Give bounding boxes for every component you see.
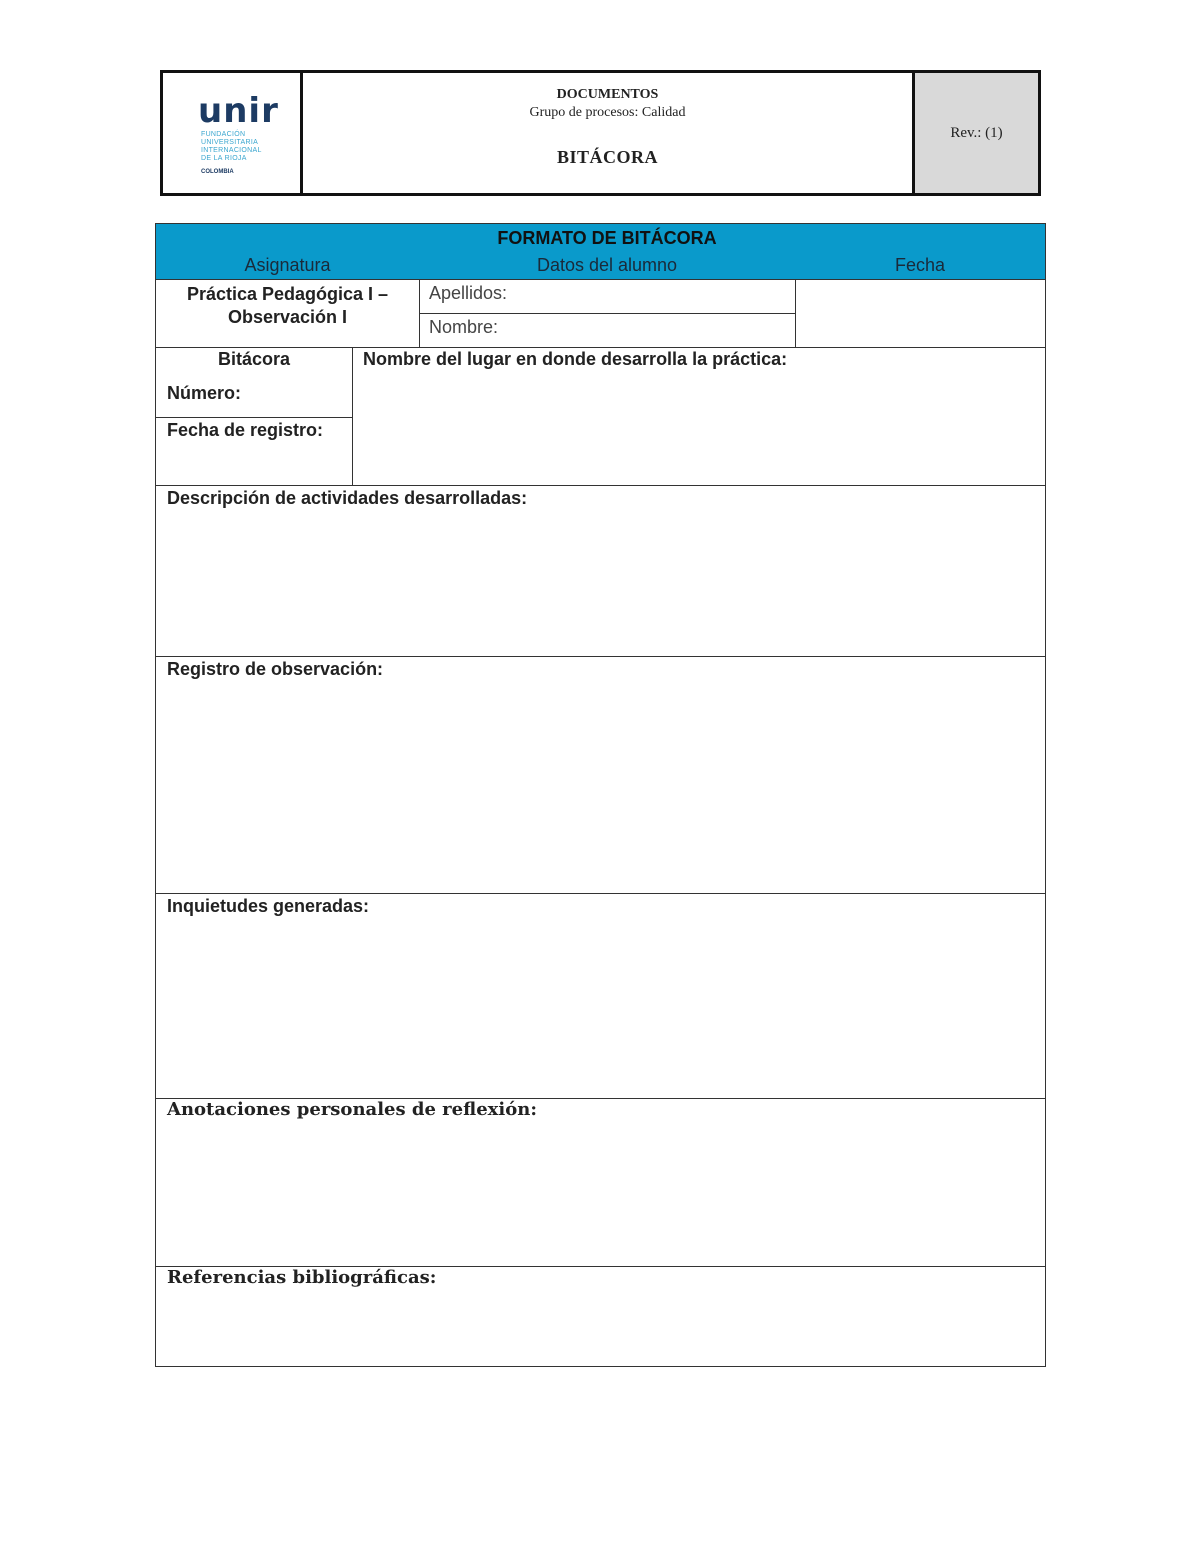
references-label: Referencias bibliográficas: (167, 1267, 437, 1288)
date-value-field[interactable] (795, 279, 1046, 348)
process-group: Grupo de procesos: Calidad (529, 105, 686, 120)
log-number-cell (155, 347, 353, 418)
subject-value: Práctica Pedagógica I – Observación I (186, 284, 389, 327)
concerns-field[interactable] (155, 893, 1046, 1099)
document-label: DOCUMENTOS (556, 87, 659, 102)
place-field[interactable] (352, 347, 1046, 486)
activities-label: Descripción de actividades desarrolladas: (167, 488, 528, 508)
logo-cell (163, 73, 303, 193)
reflection-field[interactable] (155, 1098, 1046, 1267)
revision-cell (915, 73, 1038, 193)
subject-header: Asignatura (244, 255, 331, 275)
logo-country: COLOMBIA (201, 169, 234, 175)
logo-subtitle: FUNDACIÓN UNIVERSITARIA INTERNACIONAL DE LA RIOJA (201, 131, 262, 162)
title-row-blank-left (155, 223, 420, 252)
unir-logo: unir (198, 91, 279, 131)
form-title-cell (419, 223, 796, 252)
header-title-cell (303, 73, 915, 193)
number-label: Número: (167, 383, 242, 403)
place-label: Nombre del lugar en donde desarrolla la práctica: (363, 349, 788, 369)
observation-label: Registro de observación: (167, 659, 384, 679)
record-date-field[interactable] (155, 417, 353, 486)
subject-header-cell (155, 251, 420, 280)
surname-label: Apellidos: (429, 283, 508, 303)
form-title: FORMATO DE BITÁCORA (497, 228, 717, 248)
surname-field[interactable] (419, 279, 796, 314)
document-name: BITÁCORA (556, 147, 658, 167)
student-header: Datos del alumno (536, 255, 678, 275)
references-field[interactable] (155, 1266, 1046, 1367)
record-date-label: Fecha de registro: (167, 420, 324, 440)
title-row-blank-right (795, 223, 1046, 252)
revision-label: Rev.: (1) (950, 124, 1003, 141)
subject-value-cell (155, 279, 420, 348)
name-field[interactable] (419, 313, 796, 348)
name-label: Nombre: (429, 317, 499, 337)
log-label: Bitácora (217, 349, 291, 369)
date-header-cell (795, 251, 1046, 280)
observation-field[interactable] (155, 656, 1046, 894)
date-header: Fecha (894, 255, 946, 275)
concerns-label: Inquietudes generadas: (167, 896, 370, 916)
activities-field[interactable] (155, 485, 1046, 657)
student-header-cell (419, 251, 796, 280)
reflection-label: Anotaciones personales de reflexión: (167, 1099, 537, 1120)
document-header (160, 70, 1041, 196)
